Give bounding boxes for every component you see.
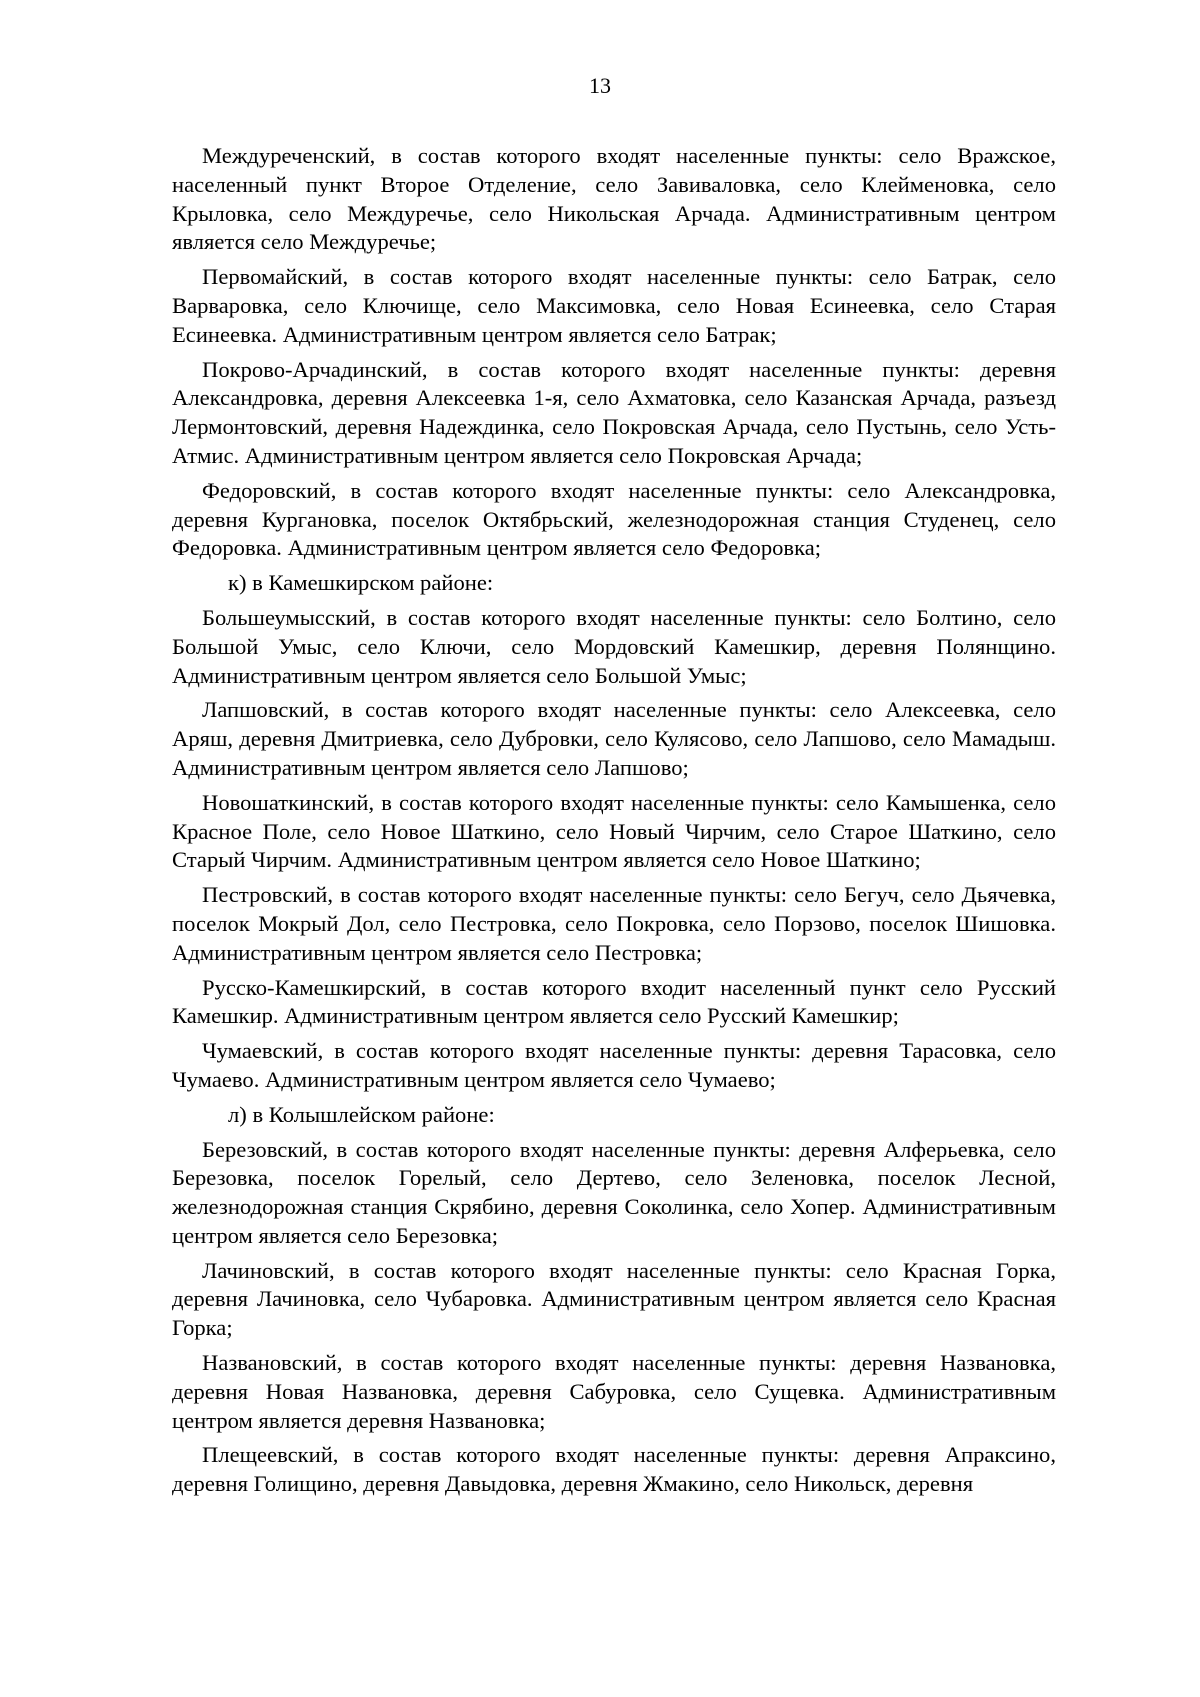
paragraph-pervomaysky: Первомайский, в состав которого входят населенные пункты: село Батрак, село Варваровка, село Ключище, село Максимовка, село Новая Есинеевка, село Старая Есинеевка. Административным центром является село Батрак; [172,264,1056,347]
paragraph-berezovsky: Березовский, в состав которого входят населенные пункты: деревня Алферьевка, село Березовка, поселок Горелый, село Дертево, село Зеленовка, поселок Лесной, железнодорожная станция Скрябино, деревня Соколинка, село Хопер. Административным центром является село Березовка; [172,1136,1056,1248]
paragraph-pleshcheevsky: Плещеевский, в состав которого входят населенные пункты: деревня Апраксино, деревня Голищино, деревня Давыдовка, деревня Жмакино, село Никольск, деревня [172,1442,1056,1497]
document-body [172,142,1056,1505]
paragraph-lachinovsky: Лачиновский, в состав которого входят населенные пункты: село Красная Горка, деревня Лачиновка, село Чубаровка. Административным центром является село Красная Горка; [172,1257,1056,1341]
paragraph-fedorovsky: Федоровский, в состав которого входят населенные пункты: село Александровка, деревня Кургановка, поселок Октябрьский, железнодорожная станция Студенец, село Федоровка. Административным центром является село Федоровка; [172,477,1056,561]
paragraph-bolsheumyssky: Большеумысский, в состав которого входят населенные пункты: село Болтино, село Большой Умыс, село Ключи, село Мордовский Камешкир, деревня Полянщино. Административным центром является село Большой Умыс; [172,604,1056,688]
paragraph-pokrovo-archadinsky: Покрово-Арчадинский, в состав которого входят населенные пункты: деревня Александровка, деревня Алексеевка 1-я, село Ахматовка, село Казанская Арчада, разъезд Лермонтовский, деревня Надеждинка, село Покровская Арчада, село Пустынь, село Усть-Атмис. Административным центром является село Покровская Арчада; [172,356,1056,468]
paragraph-russko-kameshkirsky: Русско-Камешкирский, в состав которого входит населенный пункт село Русский Камешкир. Административным центром является село Русский Камешкир; [172,974,1056,1029]
page-number: 13 [589,73,611,98]
subheading-kameshkirsky-district: к) в Камешкирском районе: [228,570,494,596]
paragraph-pestrovsky: Пестровский, в состав которого входят населенные пункты: село Бегуч, село Дьячевка, поселок Мокрый Дол, село Пестровка, село Покровка, село Порзово, поселок Шишовка. Административным центром является село Пестровка; [172,882,1056,965]
paragraph-novoshatkinsky: Новошаткинский, в состав которого входят населенные пункты: село Камышенка, село Красное Поле, село Новое Шаткино, село Новый Чирчим, село Старое Шаткино, село Старый Чирчим. Административным центром является село Новое Шаткино; [172,789,1056,873]
subheading-kolyshleysky-district: л) в Колышлейском районе: [228,1101,495,1127]
paragraph-mezhdurechensky: Междуреченский, в состав которого входят населенные пункты: село Вражское, населенный пункт Второе Отделение, село Завиваловка, село Клейменовка, село Крыловка, село Междуречье, село Никольская Арчада. Административным центром является село Междуречье; [172,143,1056,255]
paragraph-lapshovsky: Лапшовский, в состав которого входят населенные пункты: село Алексеевка, село Аряш, деревня Дмитриевка, село Дубровки, село Кулясово, село Лапшово, село Мамадыш. Административным центром является село Лапшово; [172,697,1056,780]
paragraph-nazvanovsky: Названовский, в состав которого входят населенные пункты: деревня Названовка, деревня Новая Названовка, деревня Сабуровка, село Сущевка. Административным центром является деревня Названовка; [172,1350,1056,1433]
paragraph-chumaevsky: Чумаевский, в состав которого входят населенные пункты: деревня Тарасовка, село Чумаево. Административным центром является село Чумаево; [172,1038,1056,1092]
